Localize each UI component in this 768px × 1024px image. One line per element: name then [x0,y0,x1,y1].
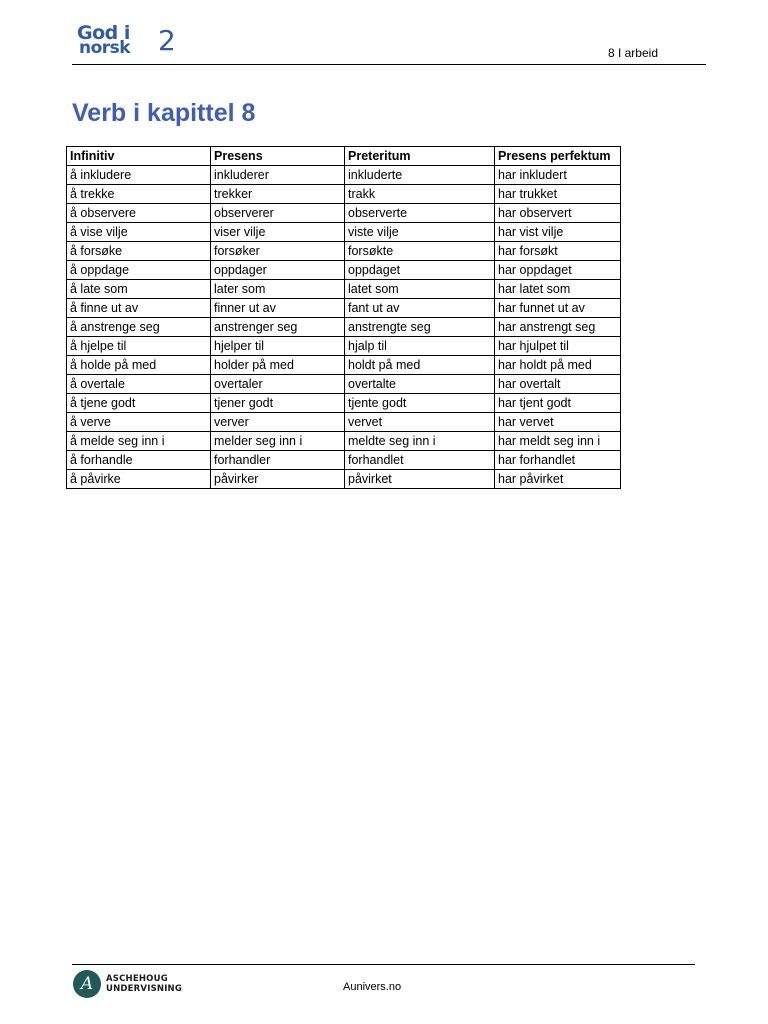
presens-cell: holder på med [211,356,345,375]
presens-perfektum-cell: har hjulpet til [495,337,621,356]
infinitiv-cell: å trekke [67,185,211,204]
presens-cell: tjener godt [211,394,345,413]
table-row [67,242,621,261]
presens-cell: forhandler [211,451,345,470]
presens-perfektum-cell: har latet som [495,280,621,299]
presens-cell: finner ut av [211,299,345,318]
column-header-infinitiv: Infinitiv [67,147,211,166]
publisher-name-line2: UNDERVISNING [106,984,183,994]
presens-perfektum-cell: har trukket [495,185,621,204]
presens-perfektum-cell: har inkludert [495,166,621,185]
header-divider [72,64,706,65]
infinitiv-cell: å forhandle [67,451,211,470]
presens-perfektum-cell: har holdt på med [495,356,621,375]
preteritum-cell: fant ut av [345,299,495,318]
preteritum-cell: overtalte [345,375,495,394]
preteritum-cell: tjente godt [345,394,495,413]
verb-table [66,146,621,489]
presens-perfektum-cell: har meldt seg inn i [495,432,621,451]
presens-perfektum-cell: har observert [495,204,621,223]
table-header-row [67,147,621,166]
presens-perfektum-cell: har oppdaget [495,261,621,280]
presens-perfektum-cell: har tjent godt [495,394,621,413]
presens-cell: overtaler [211,375,345,394]
aschehoug-emblem-icon: A [73,970,101,998]
infinitiv-cell: å påvirke [67,470,211,489]
presens-cell: forsøker [211,242,345,261]
table-row [67,223,621,242]
presens-cell: påvirker [211,470,345,489]
table-row [67,470,621,489]
table-row [67,318,621,337]
table-row [67,375,621,394]
infinitiv-cell: å hjelpe til [67,337,211,356]
presens-perfektum-cell: har vist vilje [495,223,621,242]
table-row [67,337,621,356]
presens-perfektum-cell: har påvirket [495,470,621,489]
table-row [67,451,621,470]
presens-perfektum-cell: har forsøkt [495,242,621,261]
logo-line1: God i [77,22,130,44]
presens-cell: verver [211,413,345,432]
chapter-label: 8 I arbeid [607,46,658,60]
preteritum-cell: meldte seg inn i [345,432,495,451]
presens-cell: oppdager [211,261,345,280]
publisher-name-line1: ASCHEHOUG [106,974,168,984]
preteritum-cell: påvirket [345,470,495,489]
table-row [67,261,621,280]
column-header-presens: Presens [211,147,345,166]
preteritum-cell: vervet [345,413,495,432]
infinitiv-cell: å melde seg inn i [67,432,211,451]
presens-perfektum-cell: har forhandlet [495,451,621,470]
preteritum-cell: viste vilje [345,223,495,242]
presens-cell: hjelper til [211,337,345,356]
presens-cell: later som [211,280,345,299]
presens-perfektum-cell: har funnet ut av [495,299,621,318]
footer-divider [72,964,695,965]
infinitiv-cell: å verve [67,413,211,432]
table-row [67,413,621,432]
infinitiv-cell: å holde på med [67,356,211,375]
infinitiv-cell: å inkludere [67,166,211,185]
presens-perfektum-cell: har vervet [495,413,621,432]
website-link[interactable]: Aunivers.no [343,981,402,993]
preteritum-cell: holdt på med [345,356,495,375]
table-row [67,185,621,204]
infinitiv-cell: å oppdage [67,261,211,280]
column-header-preteritum: Preteritum [345,147,495,166]
table-row [67,432,621,451]
preteritum-cell: observerte [345,204,495,223]
god-i-norsk-logo [77,24,187,60]
infinitiv-cell: å anstrenge seg [67,318,211,337]
presens-perfektum-cell: har anstrengt seg [495,318,621,337]
preteritum-cell: hjalp til [345,337,495,356]
table-row [67,299,621,318]
presens-cell: inkluderer [211,166,345,185]
presens-cell: observerer [211,204,345,223]
infinitiv-cell: å vise vilje [67,223,211,242]
table-row [67,280,621,299]
preteritum-cell: forsøkte [345,242,495,261]
infinitiv-cell: å finne ut av [67,299,211,318]
table-row [67,166,621,185]
preteritum-cell: forhandlet [345,451,495,470]
logo-number: 2 [158,24,176,57]
preteritum-cell: inkluderte [345,166,495,185]
preteritum-cell: trakk [345,185,495,204]
infinitiv-cell: å forsøke [67,242,211,261]
infinitiv-cell: å overtale [67,375,211,394]
presens-cell: melder seg inn i [211,432,345,451]
infinitiv-cell: å tjene godt [67,394,211,413]
logo-line2: norsk [79,38,131,58]
table-body [67,166,621,489]
page-title: Verb i kapittel 8 [72,99,256,127]
presens-cell: viser vilje [211,223,345,242]
column-header-presens-perfektum: Presens perfektum [495,147,621,166]
presens-cell: anstrenger seg [211,318,345,337]
infinitiv-cell: å late som [67,280,211,299]
aschehoug-logo [73,970,183,1000]
preteritum-cell: oppdaget [345,261,495,280]
presens-perfektum-cell: har overtalt [495,375,621,394]
preteritum-cell: anstrengte seg [345,318,495,337]
presens-cell: trekker [211,185,345,204]
table-row [67,394,621,413]
preteritum-cell: latet som [345,280,495,299]
infinitiv-cell: å observere [67,204,211,223]
table-row [67,356,621,375]
table-row [67,204,621,223]
